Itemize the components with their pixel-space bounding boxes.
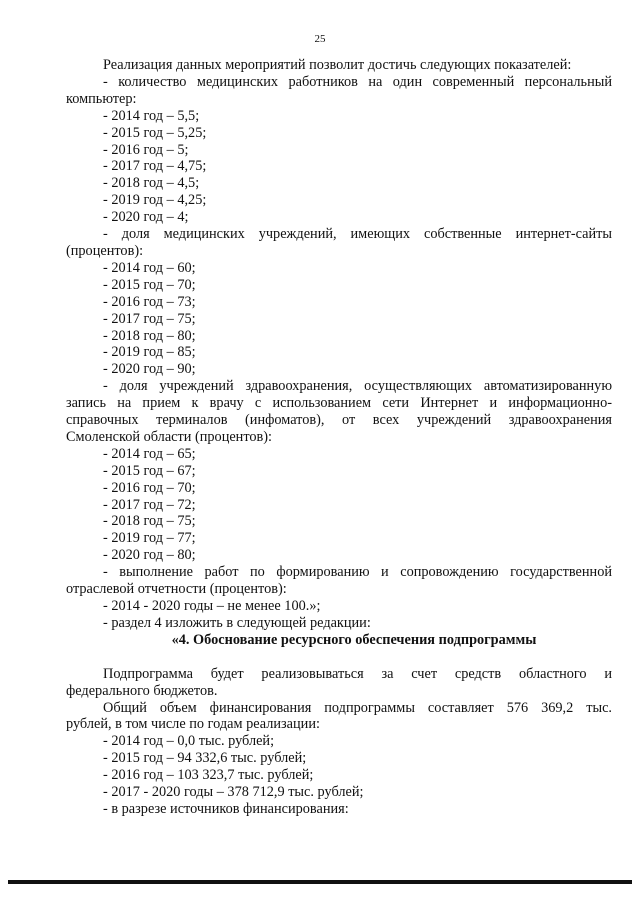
list-item: - 2014 год – 5,5;	[103, 107, 200, 124]
list-item: - 2020 год – 80;	[103, 547, 196, 564]
bottom-border	[8, 880, 632, 884]
list-item: - 2019 год – 77;	[103, 530, 196, 547]
list-item: - 2014 год – 60;	[103, 259, 196, 276]
document-body	[66, 57, 612, 818]
list-item: - 2016 год – 103 323,7 тыс. рублей;	[103, 767, 314, 784]
list-item: - 2015 год – 94 332,6 тыс. рублей;	[103, 750, 307, 767]
list-item: - 2018 год – 75;	[103, 513, 196, 530]
list-item: - 2017 год – 75;	[103, 310, 196, 327]
list-item: - 2017 год – 72;	[103, 496, 196, 513]
indicator-label: - выполнение работ по формированию и сопровождению государственной	[103, 564, 612, 581]
list-item: - 2014 год – 65;	[103, 445, 196, 462]
list-item: - 2016 год – 5;	[103, 141, 189, 158]
list-item: - 2020 год – 90;	[103, 361, 196, 378]
list-item: - 2020 год – 4;	[103, 209, 189, 226]
list-item: - 2017 год – 4,75;	[103, 158, 207, 175]
indicator-label-continued: (процентов):	[66, 242, 144, 259]
indicator-label-continued: справочных терминалов (инфоматов), от всех учреждений здравоохранения	[66, 412, 612, 429]
list-item: - 2014 - 2020 годы – не менее 100.»;	[103, 598, 321, 614]
intro-line: Реализация данных мероприятий позволит достичь следующих показателей:	[103, 57, 572, 73]
list-item: - в разрезе источников финансирования:	[103, 800, 349, 817]
list-item: - 2016 год – 70;	[103, 479, 196, 496]
list-item: - 2018 год – 4,5;	[103, 175, 200, 192]
section-instruction: - раздел 4 изложить в следующей редакции:	[103, 614, 371, 631]
indicator-label-continued: компьютер:	[66, 90, 137, 107]
paragraph-line: рублей, в том числе по годам реализации:	[66, 716, 320, 733]
list-item: - 2014 год – 0,0 тыс. рублей;	[103, 733, 275, 750]
indicator-label: - доля учреждений здравоохранения, осуществляющих автоматизированную	[103, 378, 612, 395]
paragraph-line: Общий объем финансирования подпрограммы составляет 576 369,2 тыс.	[103, 699, 612, 716]
list-item: - 2016 год – 73;	[103, 293, 196, 310]
list-item: - 2018 год – 80;	[103, 327, 196, 344]
list-item: - 2015 год – 70;	[103, 276, 196, 293]
list-item: - 2017 - 2020 годы – 378 712,9 тыс. рублей;	[103, 784, 364, 801]
list-item: - 2015 год – 5,25;	[103, 124, 207, 141]
blank-line	[66, 649, 612, 666]
indicator-label-continued: Смоленской области (процентов):	[66, 428, 273, 445]
list-item: - 2015 год – 67;	[103, 462, 196, 479]
list-item: - 2019 год – 4,25;	[103, 192, 207, 209]
indicator-label-continued: запись на прием к врачу с использованием сети Интернет и информационно-	[66, 395, 612, 412]
paragraph-line: федерального бюджетов.	[66, 682, 218, 699]
indicator-label: - количество медицинских работников на один современный персональный	[103, 73, 612, 90]
section-heading: «4. Обоснование ресурсного обеспечения подпрограммы	[171, 631, 537, 648]
page-number: 25	[314, 33, 326, 45]
indicator-label: - доля медицинских учреждений, имеющих собственные интернет-сайты	[103, 226, 612, 243]
indicator-label-continued: отраслевой отчетности (процентов):	[66, 581, 287, 598]
list-item: - 2019 год – 85;	[103, 344, 196, 361]
paragraph-line: Подпрограмма будет реализовываться за счет средств областного и	[103, 665, 612, 682]
